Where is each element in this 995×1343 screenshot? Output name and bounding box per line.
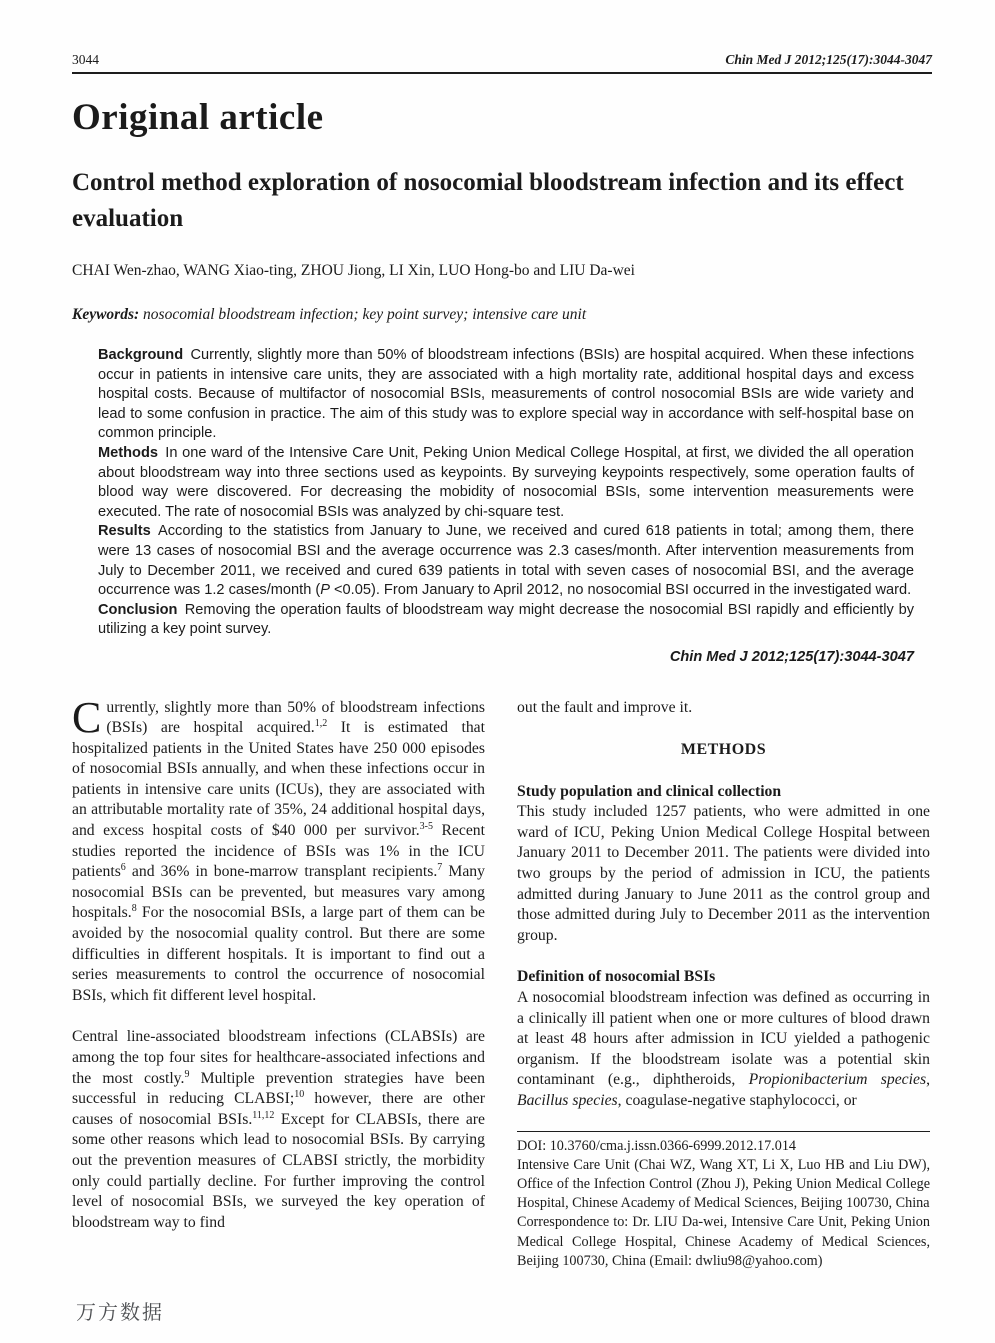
affiliation-line: Intensive Care Unit (Chai WZ, Wang XT, Li X, Luo HB and Liu DW), Office of the Infection Control (Zhou J), Peking Union Medical College Hospital, Chinese Academy of Medical Sciences, Beijing 100730, China <box>517 1156 930 1212</box>
abstract-background <box>98 346 914 444</box>
abstract-background-label: Background <box>98 347 184 363</box>
definition-paragraph: A nosocomial bloodstream infection was defined as occurring in a clinically ill patient when one or more cultures of blood drawn at least 48 hours after admission in ICU yielded a pathogenic organism. If the bloodstream isolate was a potential skin contaminant (e.g., diphtheroids, Propionibacterium species, Bacillus species, coagulase-negative staphylococci, or <box>517 989 930 1109</box>
keywords-line <box>72 306 932 324</box>
body-columns <box>72 692 932 1272</box>
abstract-results <box>98 522 914 600</box>
keywords-text: nosocomial bloodstream infection; key point survey; intensive care unit <box>139 306 587 323</box>
abstract-background-text: Currently, slightly more than 50% of bloodstream infections (BSIs) are hospital acquired. When these infections occur in patients in intensive care units, they are associated with a high mortality rate, additional hospital days and excess hospital costs. Because of multifactor of nosocomial BSIs, measurements of control nosocomial BSIs are wide variety and lead to some confusion in practice. The aim of this study was to explore special way in accordance with self-hospital base on common principle. <box>98 347 914 442</box>
abstract-block <box>98 346 914 668</box>
definition-heading: Definition of nosocomial BSIs <box>517 968 716 986</box>
abstract-conclusion-text: Removing the operation faults of bloodstream way might decrease the nosocomial BSI rapidly and efficiently by utilizing a key point survey. <box>98 601 914 638</box>
page-number: 3044 <box>72 52 99 67</box>
abstract-methods-text: In one ward of the Intensive Care Unit, Peking Union Medical College Hospital, at first, we divided the all operation about bloodstream way into three sections used as keypoints. By surveying keypoints respectively, some operation faults of blood way were discovered. For decreasing the mobidity of nosocomial BSIs, some intervention measurements were executed. The rate of nosocomial BSIs was analyzed by chi-square test. <box>98 444 914 520</box>
journal-reference: Chin Med J 2012;125(17):3044-3047 <box>725 52 932 67</box>
study-population-paragraph: This study included 1257 patients, who were admitted in one ward of ICU, Peking Union Medical College Hospital between January 2011 to December 2011. The patients were divided into two groups by the period of admission in ICU, the patients admitted during January to June 2011 as the control group and those admitted during July to December 2011 as the intervention group. <box>517 803 930 944</box>
methods-section-heading: METHODS <box>680 741 767 759</box>
abstract-methods-label: Methods <box>98 444 158 461</box>
abstract-results-label: Results <box>98 523 151 540</box>
abstract-methods <box>98 444 914 522</box>
dropcap-letter: C <box>72 692 102 742</box>
abstract-conclusion <box>98 601 914 640</box>
study-population-heading: Study population and clinical collection <box>517 782 782 800</box>
abstract-conclusion-label: Conclusion <box>98 601 178 618</box>
author-line: CHAI Wen-zhao, WANG Xiao-ting, ZHOU Jiong, LI Xin, LUO Hong-bo and LIU Da-wei <box>72 262 635 279</box>
paragraph-gap <box>72 1006 485 1027</box>
abstract-citation: Chin Med J 2012;125(17):3044-3047 <box>669 648 914 665</box>
intro-paragraph-2: Central line-associated bloodstream infections (CLABSIs) are among the top four sites for healthcare-associated infections and the most costly.$^9$ Multiple prevention strategies have been successful in reducing CLABSI;$^{10}$ however, there are other causes of nosocomial BSIs.$^{11,12}$ Except for CLABSIs, there are some other reasons which lead to nosocomial BSIs. By carrying out the prevention measures of CLABSI strictly, the morbidity only could partially decline. For further improving the control level of nosocomial BSIs, we surveyed the key operation of bloodstream way to find <box>72 1028 485 1231</box>
running-head <box>72 52 932 74</box>
article-type-heading: Original article <box>72 97 324 138</box>
doi-line: DOI: 10.3760/cma.j.issn.0366-6999.2012.17.014 <box>517 1137 797 1154</box>
article-title: Control method exploration of nosocomial bloodstream infection and its effect evaluation <box>72 169 904 232</box>
correspondence-line: Correspondence to: Dr. LIU Da-wei, Intensive Care Unit, Peking Union Medical College Hospital, Chinese Academy of Medical Sciences, Beijing 100730, China (Email: dwliu98@yahoo.com) <box>517 1214 930 1269</box>
abstract-results-text: According to the statistics from January to June, we received and cured 618 patients in total; among them, there were 13 cases of nosocomial BSI and the average occurrence was 2.3 cases/month. After intervention measurements from July to December 2011, we received and cured 639 patients in total with seven cases of nosocomial BSI, and the average occurrence was 1.2 cases/month (P <0.05). From January to April 2012, no nosocomial BSI occurred in the investigated ward. <box>98 523 914 599</box>
wanfang-watermark: 万方数据 <box>76 1300 164 1324</box>
keywords-label: Keywords: <box>72 306 140 323</box>
right-column <box>517 698 930 1272</box>
left-column <box>72 692 486 1272</box>
continuation-line: out the fault and improve it. <box>517 698 693 716</box>
intro-paragraph-1-text: urrently, slightly more than 50% of bloodstream infections (BSIs) are hospital acquired.$^{1,2}$ It is estimated that hospitalized patients in the United States have 250 000 episodes of nosocomial BSIs annually, and when these infections occur in patients in intensive care units (ICUs), they are associated with an attributable mortality rate of 35%, 24 additional hospital days, and excess hospital costs of $40 000 per survivor.$^{3-5}$ Recent studies reported the incidence of BSIs was 1% in the ICU patients$^6$ and 36% in bone-marrow transplant recipients.$^7$ Many nosocomial BSIs can be prevented, but measures vary among hospitals.$^8$ For the nosocomial BSIs, a large part of them can be avoided by the nosocomial quality control. But there are some difficulties in different hospitals. It is important to find out a series measurements to control the occurrence of nosocomial BSIs, which fit different level hospital. <box>72 698 486 1004</box>
intro-paragraph-1 <box>72 692 486 1007</box>
footnote-block <box>517 1131 930 1271</box>
